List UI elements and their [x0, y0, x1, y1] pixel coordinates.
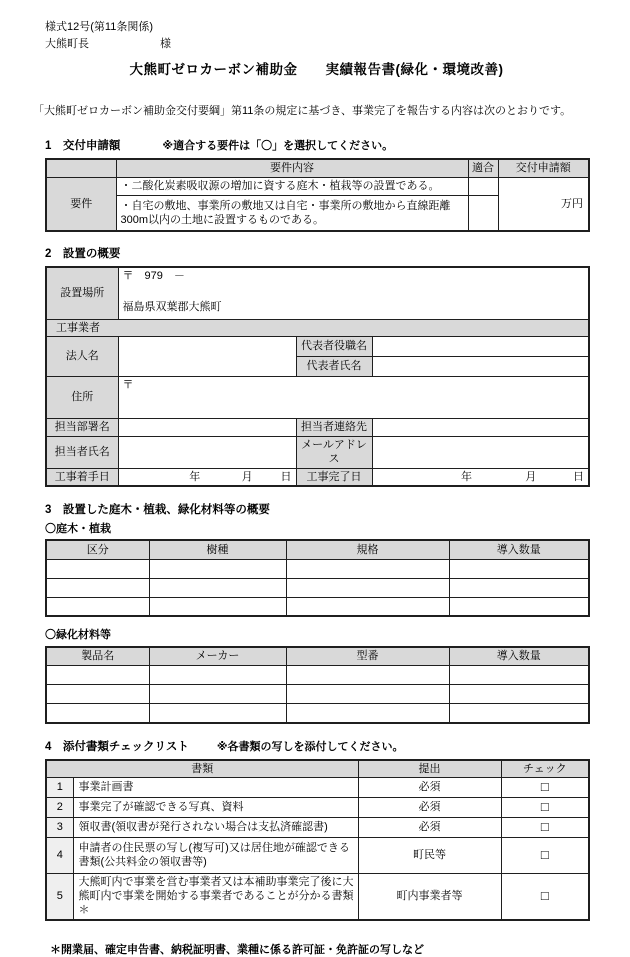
addressee: 大熊町長	[45, 38, 89, 51]
checkbox[interactable]: □	[501, 817, 589, 837]
planting-empty-row	[46, 597, 589, 616]
input-cell[interactable]	[149, 597, 286, 616]
install-place-row	[46, 267, 589, 319]
submission-type: 必須	[358, 817, 501, 837]
row-number: 5	[46, 873, 73, 919]
section1-heading: 1 交付申請額	[45, 140, 121, 153]
postal-code-prefix: 〒 979 －	[122, 270, 185, 283]
input-cell[interactable]	[46, 559, 149, 578]
row-number: 2	[46, 798, 73, 818]
input-cell[interactable]	[286, 685, 449, 704]
addressee-line	[45, 37, 588, 51]
submission-type: 町民等	[358, 837, 501, 873]
submission-type: 町内事業者等	[358, 873, 501, 919]
input-cell[interactable]	[46, 666, 149, 685]
checklist-header-check: チェック	[501, 760, 589, 778]
postal-mark: 〒	[122, 379, 134, 392]
checkbox[interactable]: □	[501, 778, 589, 798]
input-cell[interactable]	[286, 666, 449, 685]
year-unit: 年	[189, 470, 201, 483]
requirement-text-1: ・二酸化炭素吸収源の増加に資する庭木・植栽等の設置である。	[116, 177, 468, 195]
email-label: メールアドレス	[296, 437, 372, 469]
amount-unit-cell[interactable]: 万円	[498, 177, 589, 231]
footnote: ＊開業届、確定申告書、納税証明書、業種に係る許可証・免許証の写しなど	[50, 943, 424, 956]
input-cell[interactable]	[46, 704, 149, 723]
materials-empty-row	[46, 685, 589, 704]
planting-empty-row	[46, 578, 589, 597]
install-place-label: 設置場所	[46, 267, 118, 319]
input-cell[interactable]	[449, 685, 589, 704]
document-name: 大熊町内で事業を営む事業者又は本補助事業完了後に大熊町内で事業を開始する事業者であることが分かる書類＊	[73, 873, 358, 919]
input-cell[interactable]	[149, 559, 286, 578]
install-place-input[interactable]	[118, 267, 589, 319]
month-unit: 月	[241, 470, 253, 483]
materials-empty-row	[46, 666, 589, 685]
checklist-row-5	[46, 873, 589, 919]
checkbox[interactable]: □	[501, 798, 589, 818]
row-number: 1	[46, 778, 73, 798]
materials-subheading: 〇緑化材料等	[45, 629, 111, 642]
intro-text: 「大熊町ゼロカーボン補助金交付要綱」第11条の規定に基づき、事業完了を報告する内容は次のとおりです。	[33, 105, 572, 118]
department-input[interactable]	[118, 419, 296, 437]
rep-title-input[interactable]	[372, 337, 589, 357]
addressee-honorific: 様	[160, 38, 171, 51]
checklist-row-3	[46, 817, 589, 837]
input-cell[interactable]	[46, 685, 149, 704]
materials-header-maker: メーカー	[149, 647, 286, 666]
input-cell[interactable]	[149, 666, 286, 685]
document-name: 事業完了が確認できる写真、資料	[73, 798, 358, 818]
header-match: 適合	[468, 159, 498, 177]
input-cell[interactable]	[149, 685, 286, 704]
person-input[interactable]	[118, 437, 296, 469]
start-date-input[interactable]	[118, 468, 296, 486]
year-unit: 年	[460, 470, 472, 483]
checklist-header-documents: 書類	[46, 760, 358, 778]
dates-row	[46, 468, 589, 486]
corp-name-row	[46, 337, 589, 357]
section3-heading-row	[45, 503, 588, 518]
document-name: 領収書(領収書が発行されない場合は支払済確認書)	[73, 817, 358, 837]
input-cell[interactable]	[449, 578, 589, 597]
planting-table	[45, 539, 590, 617]
place-gap	[123, 284, 585, 300]
header-requirement-content: 要件内容	[116, 159, 468, 177]
install-place-value: 福島県双葉郡大熊町	[122, 300, 222, 313]
match-input-cell-1[interactable]	[468, 177, 498, 195]
person-row	[46, 437, 589, 469]
section3-heading: 3 設置した庭木・植栽、緑化材料等の概要	[45, 504, 270, 517]
address-row	[46, 377, 589, 419]
checkbox[interactable]: □	[501, 873, 589, 919]
planting-empty-row	[46, 559, 589, 578]
section1-heading-row	[45, 139, 588, 154]
contractor-header-row	[46, 319, 589, 336]
planting-header-quantity: 導入数量	[449, 540, 589, 559]
input-cell[interactable]	[149, 704, 286, 723]
input-cell[interactable]	[286, 559, 449, 578]
requirement-text-2: ・自宅の敷地、事業所の敷地又は自宅・事業所の敷地から直線距離300m以内の土地に設置するものである。	[116, 195, 468, 231]
contact-label: 担当者連絡先	[296, 419, 372, 437]
planting-subheading: 〇庭木・植栽	[45, 523, 111, 536]
requirement-label: 要件	[46, 177, 116, 231]
address-label: 住所	[46, 377, 118, 419]
end-date-units	[377, 470, 585, 484]
person-label: 担当者氏名	[46, 437, 118, 469]
table-header-row	[46, 159, 589, 177]
section2-heading-row	[45, 247, 588, 262]
row-number: 4	[46, 837, 73, 873]
section1-note: ※適合する要件は「〇」を選択してください。	[162, 140, 394, 153]
input-cell[interactable]	[149, 578, 286, 597]
rep-name-input[interactable]	[372, 357, 589, 377]
department-row	[46, 419, 589, 437]
start-date-units	[123, 470, 292, 484]
end-date-label: 工事完了日	[296, 468, 372, 486]
row-number: 3	[46, 817, 73, 837]
email-input[interactable]	[372, 437, 589, 469]
document-name: 申請者の住民票の写し(複写可)又は居住地が確認できる書類(公共料金の領収書等)	[73, 837, 358, 873]
document-name: 事業計画書	[73, 778, 358, 798]
address-input[interactable]	[118, 377, 589, 419]
planting-header-row	[46, 540, 589, 559]
input-cell[interactable]	[449, 559, 589, 578]
form-number: 様式12号(第11条関係)	[45, 21, 153, 33]
installation-overview-table	[45, 266, 590, 487]
rep-title-label: 代表者役職名	[296, 337, 372, 357]
materials-table	[45, 646, 590, 724]
input-cell[interactable]	[46, 597, 149, 616]
rep-name-label: 代表者氏名	[296, 357, 372, 377]
planting-header-species: 樹種	[149, 540, 286, 559]
checklist-row-4	[46, 837, 589, 873]
checklist-header-submission: 提出	[358, 760, 501, 778]
end-date-input[interactable]	[372, 468, 589, 486]
materials-header-product: 製品名	[46, 647, 149, 666]
input-cell[interactable]	[449, 597, 589, 616]
corp-name-input[interactable]	[118, 337, 296, 377]
checklist-header-row	[46, 760, 589, 778]
application-amount-table	[45, 158, 590, 232]
checklist-row-2	[46, 798, 589, 818]
materials-header-row	[46, 647, 589, 666]
input-cell[interactable]	[286, 597, 449, 616]
section2-heading: 2 設置の概要	[45, 248, 121, 261]
planting-header-spec: 規格	[286, 540, 449, 559]
input-cell[interactable]	[46, 578, 149, 597]
submission-type: 必須	[358, 798, 501, 818]
checkbox[interactable]: □	[501, 837, 589, 873]
planting-header-category: 区分	[46, 540, 149, 559]
section4-note: ※各書類の写しを添付してください。	[216, 740, 404, 753]
month-unit: 月	[525, 470, 537, 483]
header-amount: 交付申請額	[498, 159, 589, 177]
day-unit: 日	[573, 470, 584, 483]
corp-name-label: 法人名	[46, 337, 118, 377]
requirement-row-1	[46, 177, 589, 195]
day-unit: 日	[280, 470, 292, 483]
input-cell[interactable]	[286, 578, 449, 597]
materials-empty-row	[46, 704, 589, 723]
start-date-label: 工事着手日	[46, 468, 118, 486]
input-cell[interactable]	[449, 666, 589, 685]
contractor-header: 工事業者	[46, 319, 589, 336]
section4-heading: 4 添付書類チェックリスト	[45, 740, 189, 753]
materials-header-quantity: 導入数量	[449, 647, 589, 666]
department-label: 担当部署名	[46, 419, 118, 437]
page-title: 大熊町ゼロカーボン補助金 実績報告書(緑化・環境改善)	[129, 61, 504, 77]
contact-input[interactable]	[372, 419, 589, 437]
checklist-row-1	[46, 778, 589, 798]
input-cell[interactable]	[449, 704, 589, 723]
section4-heading-row	[45, 740, 588, 755]
submission-type: 必須	[358, 778, 501, 798]
match-input-cell-2[interactable]	[468, 195, 498, 231]
header-blank-cell	[46, 159, 116, 177]
attachment-checklist-table	[45, 759, 590, 921]
materials-header-model: 型番	[286, 647, 449, 666]
input-cell[interactable]	[286, 704, 449, 723]
